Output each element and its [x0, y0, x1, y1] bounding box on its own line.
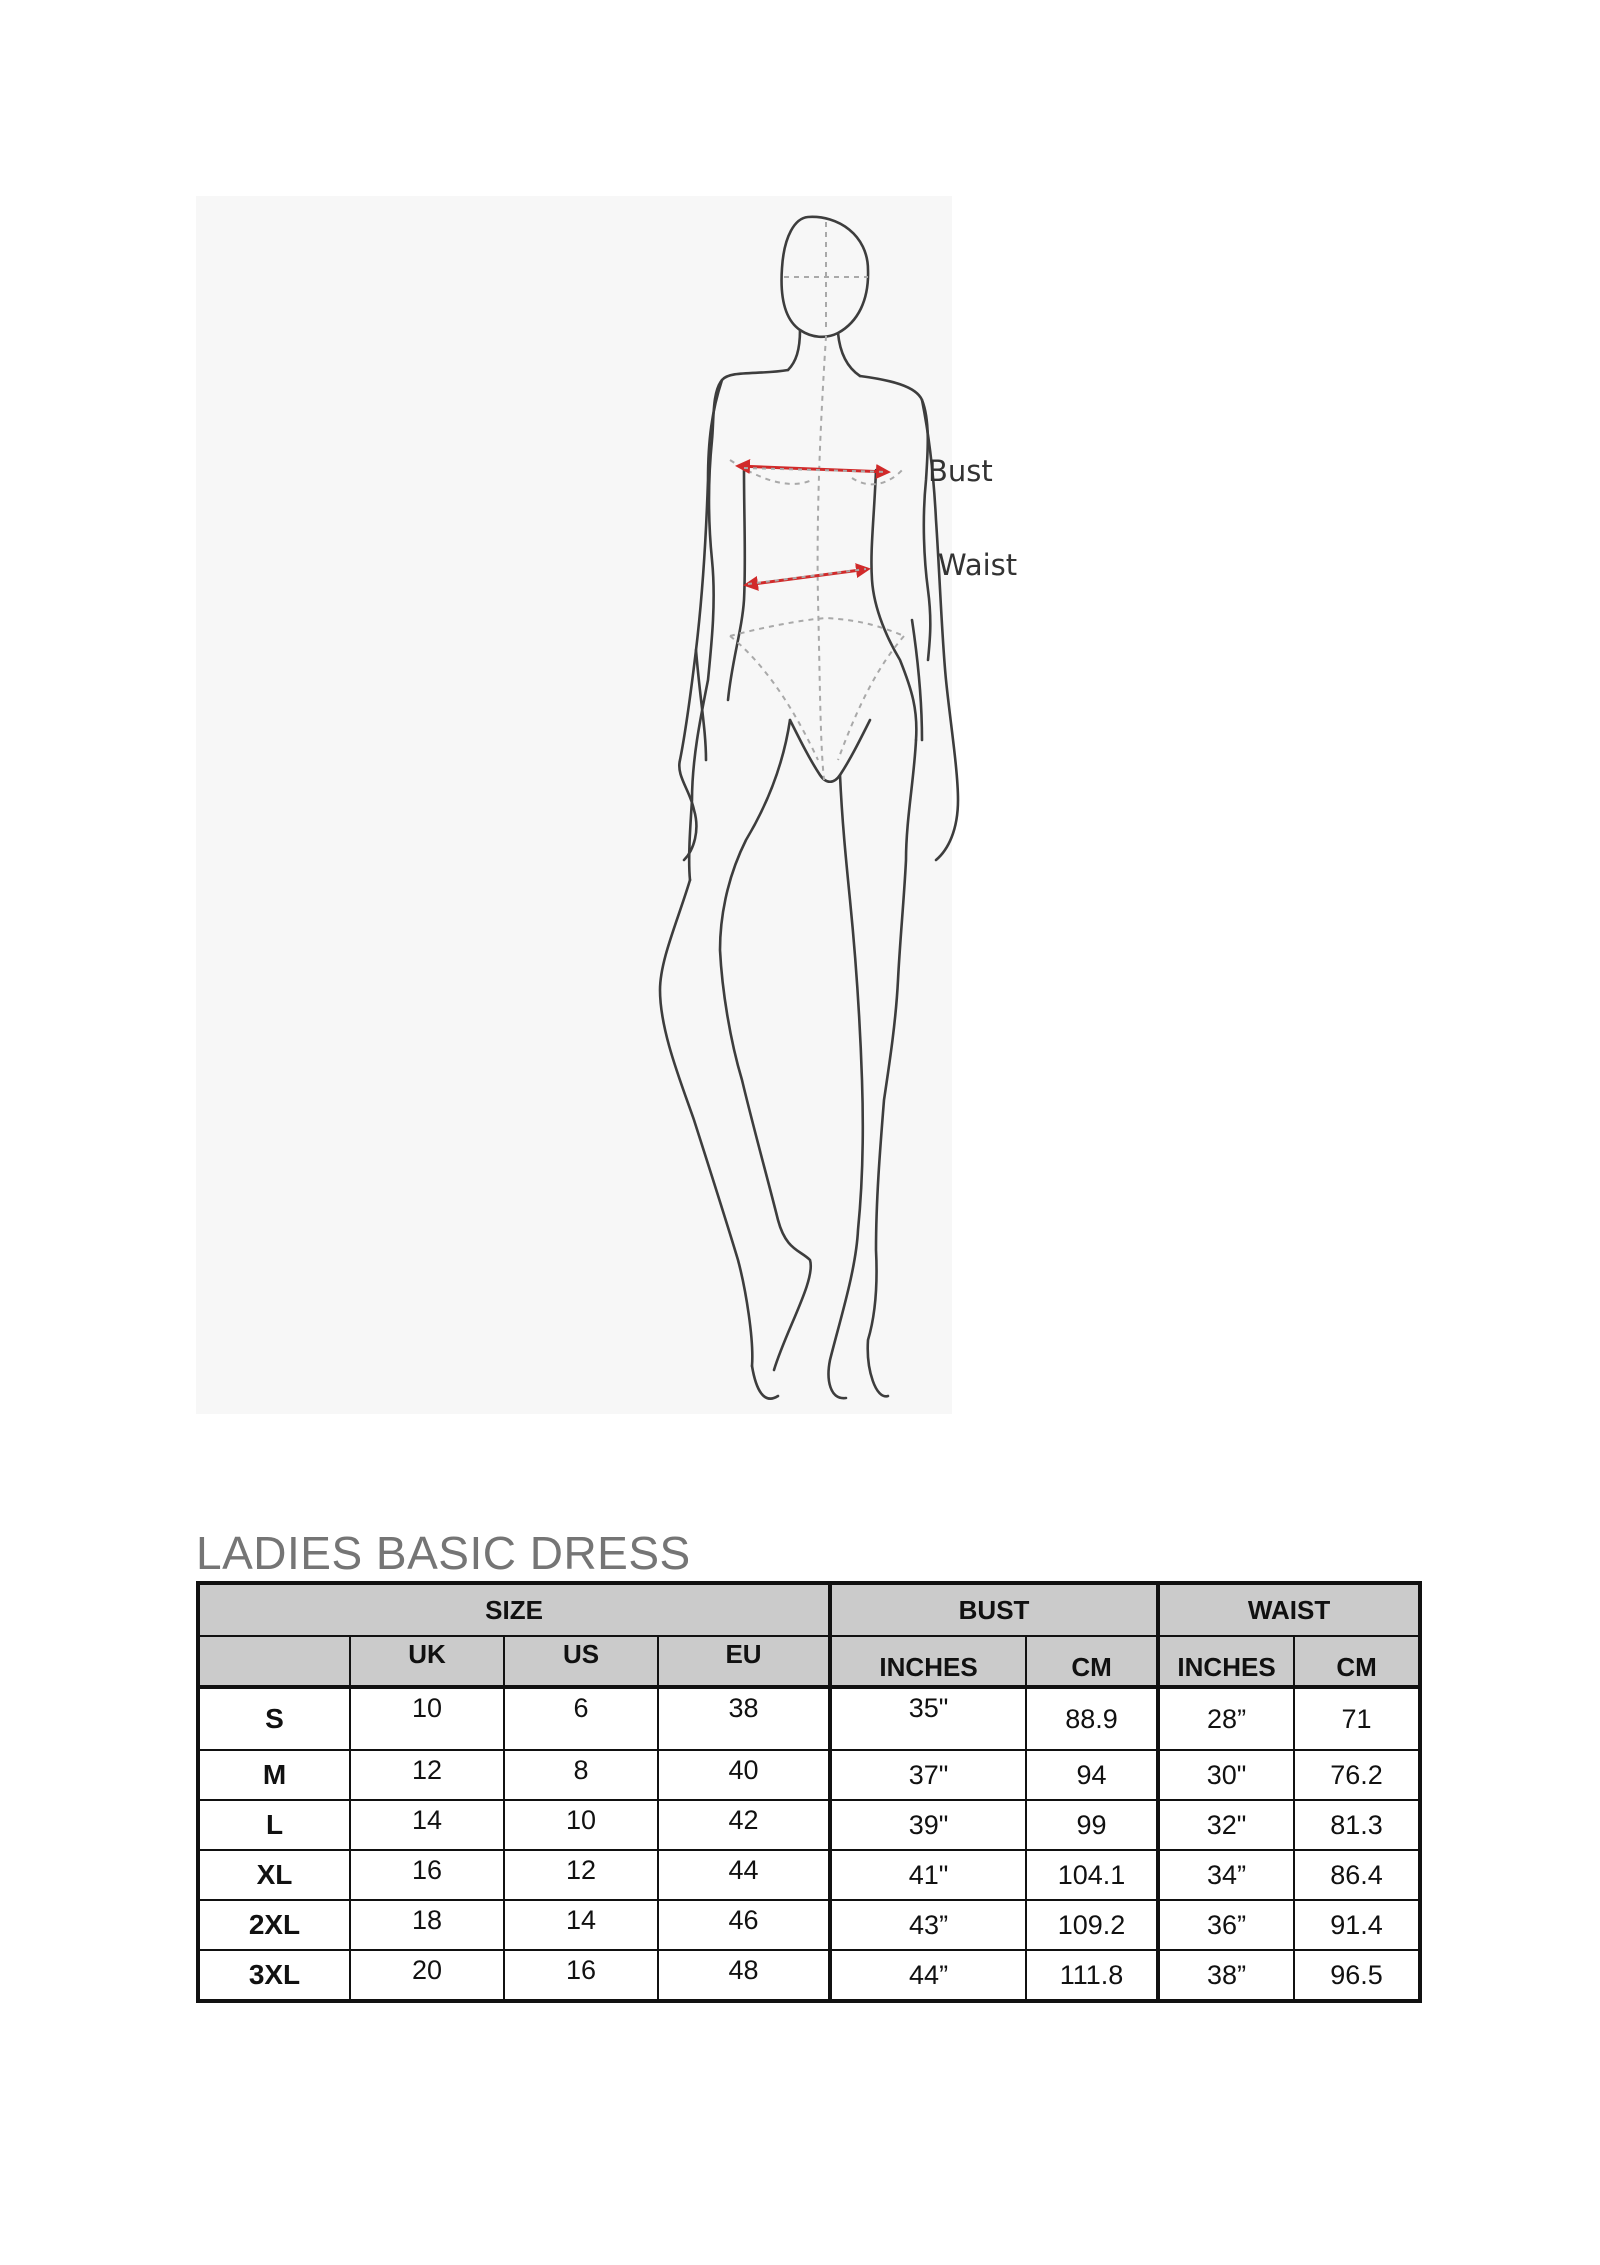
eu-cell: 48 — [658, 1950, 830, 2001]
waist-inches-header: INCHES — [1158, 1636, 1294, 1687]
waist-label: Waist — [938, 548, 1018, 582]
uk-cell: 20 — [350, 1950, 504, 2001]
bust-arrow — [738, 466, 888, 472]
us-cell: 6 — [504, 1687, 658, 1750]
page-title: LADIES BASIC DRESS — [196, 1527, 691, 1579]
table-row — [198, 1800, 1420, 1850]
bust-inches-cell: 43” — [830, 1900, 1026, 1950]
group-header-row — [198, 1583, 1420, 1636]
size-cell: XL — [198, 1850, 350, 1900]
bust-group-header: BUST — [830, 1583, 1158, 1636]
waist-cm-cell: 86.4 — [1294, 1850, 1420, 1900]
eu-cell: 42 — [658, 1800, 830, 1850]
uk-cell: 10 — [350, 1687, 504, 1750]
waist-inches-cell: 36” — [1158, 1900, 1294, 1950]
eu-header: EU — [658, 1636, 830, 1687]
waist-inches-cell: 32" — [1158, 1800, 1294, 1850]
bust-label: Bust — [928, 454, 993, 488]
us-cell: 12 — [504, 1850, 658, 1900]
us-cell: 16 — [504, 1950, 658, 2001]
uk-cell: 12 — [350, 1750, 504, 1800]
table-row — [198, 1900, 1420, 1950]
bust-inches-cell: 35" — [830, 1687, 1026, 1750]
size-cell: S — [198, 1687, 350, 1750]
eu-cell: 38 — [658, 1687, 830, 1750]
size-group-header: SIZE — [198, 1583, 830, 1636]
bust-inches-cell: 37" — [830, 1750, 1026, 1800]
bust-cm-cell: 88.9 — [1026, 1687, 1158, 1750]
bust-cm-header: CM — [1026, 1636, 1158, 1687]
bust-inches-cell: 41" — [830, 1850, 1026, 1900]
eu-cell: 40 — [658, 1750, 830, 1800]
bust-inches-cell: 39" — [830, 1800, 1026, 1850]
waist-inches-cell: 30" — [1158, 1750, 1294, 1800]
size-cell: L — [198, 1800, 350, 1850]
waist-inches-cell: 38” — [1158, 1950, 1294, 2001]
bust-cm-cell: 104.1 — [1026, 1850, 1158, 1900]
waist-inches-cell: 28” — [1158, 1687, 1294, 1750]
size-label-header — [198, 1636, 350, 1687]
us-header: US — [504, 1636, 658, 1687]
uk-header: UK — [350, 1636, 504, 1687]
us-cell: 10 — [504, 1800, 658, 1850]
table-row — [198, 1750, 1420, 1800]
table-row — [198, 1850, 1420, 1900]
bust-inches-header: INCHES — [830, 1636, 1026, 1687]
waist-cm-cell: 81.3 — [1294, 1800, 1420, 1850]
waist-cm-cell: 76.2 — [1294, 1750, 1420, 1800]
waist-cm-cell: 71 — [1294, 1687, 1420, 1750]
bust-cm-cell: 111.8 — [1026, 1950, 1158, 2001]
sub-header-row — [198, 1636, 1420, 1687]
size-chart-table — [196, 1581, 1422, 2003]
table-row — [198, 1687, 1420, 1750]
waist-inches-cell: 34” — [1158, 1850, 1294, 1900]
bust-inches-cell: 44” — [830, 1950, 1026, 2001]
us-cell: 14 — [504, 1900, 658, 1950]
bust-cm-cell: 94 — [1026, 1750, 1158, 1800]
size-cell: M — [198, 1750, 350, 1800]
size-cell: 2XL — [198, 1900, 350, 1950]
waist-group-header: WAIST — [1158, 1583, 1420, 1636]
table-row — [198, 1950, 1420, 2001]
uk-cell: 16 — [350, 1850, 504, 1900]
us-cell: 8 — [504, 1750, 658, 1800]
eu-cell: 44 — [658, 1850, 830, 1900]
bust-cm-cell: 109.2 — [1026, 1900, 1158, 1950]
waist-cm-header: CM — [1294, 1636, 1420, 1687]
uk-cell: 18 — [350, 1900, 504, 1950]
eu-cell: 46 — [658, 1900, 830, 1950]
uk-cell: 14 — [350, 1800, 504, 1850]
bust-cm-cell: 99 — [1026, 1800, 1158, 1850]
waist-cm-cell: 96.5 — [1294, 1950, 1420, 2001]
size-cell: 3XL — [198, 1950, 350, 2001]
waist-cm-cell: 91.4 — [1294, 1900, 1420, 1950]
